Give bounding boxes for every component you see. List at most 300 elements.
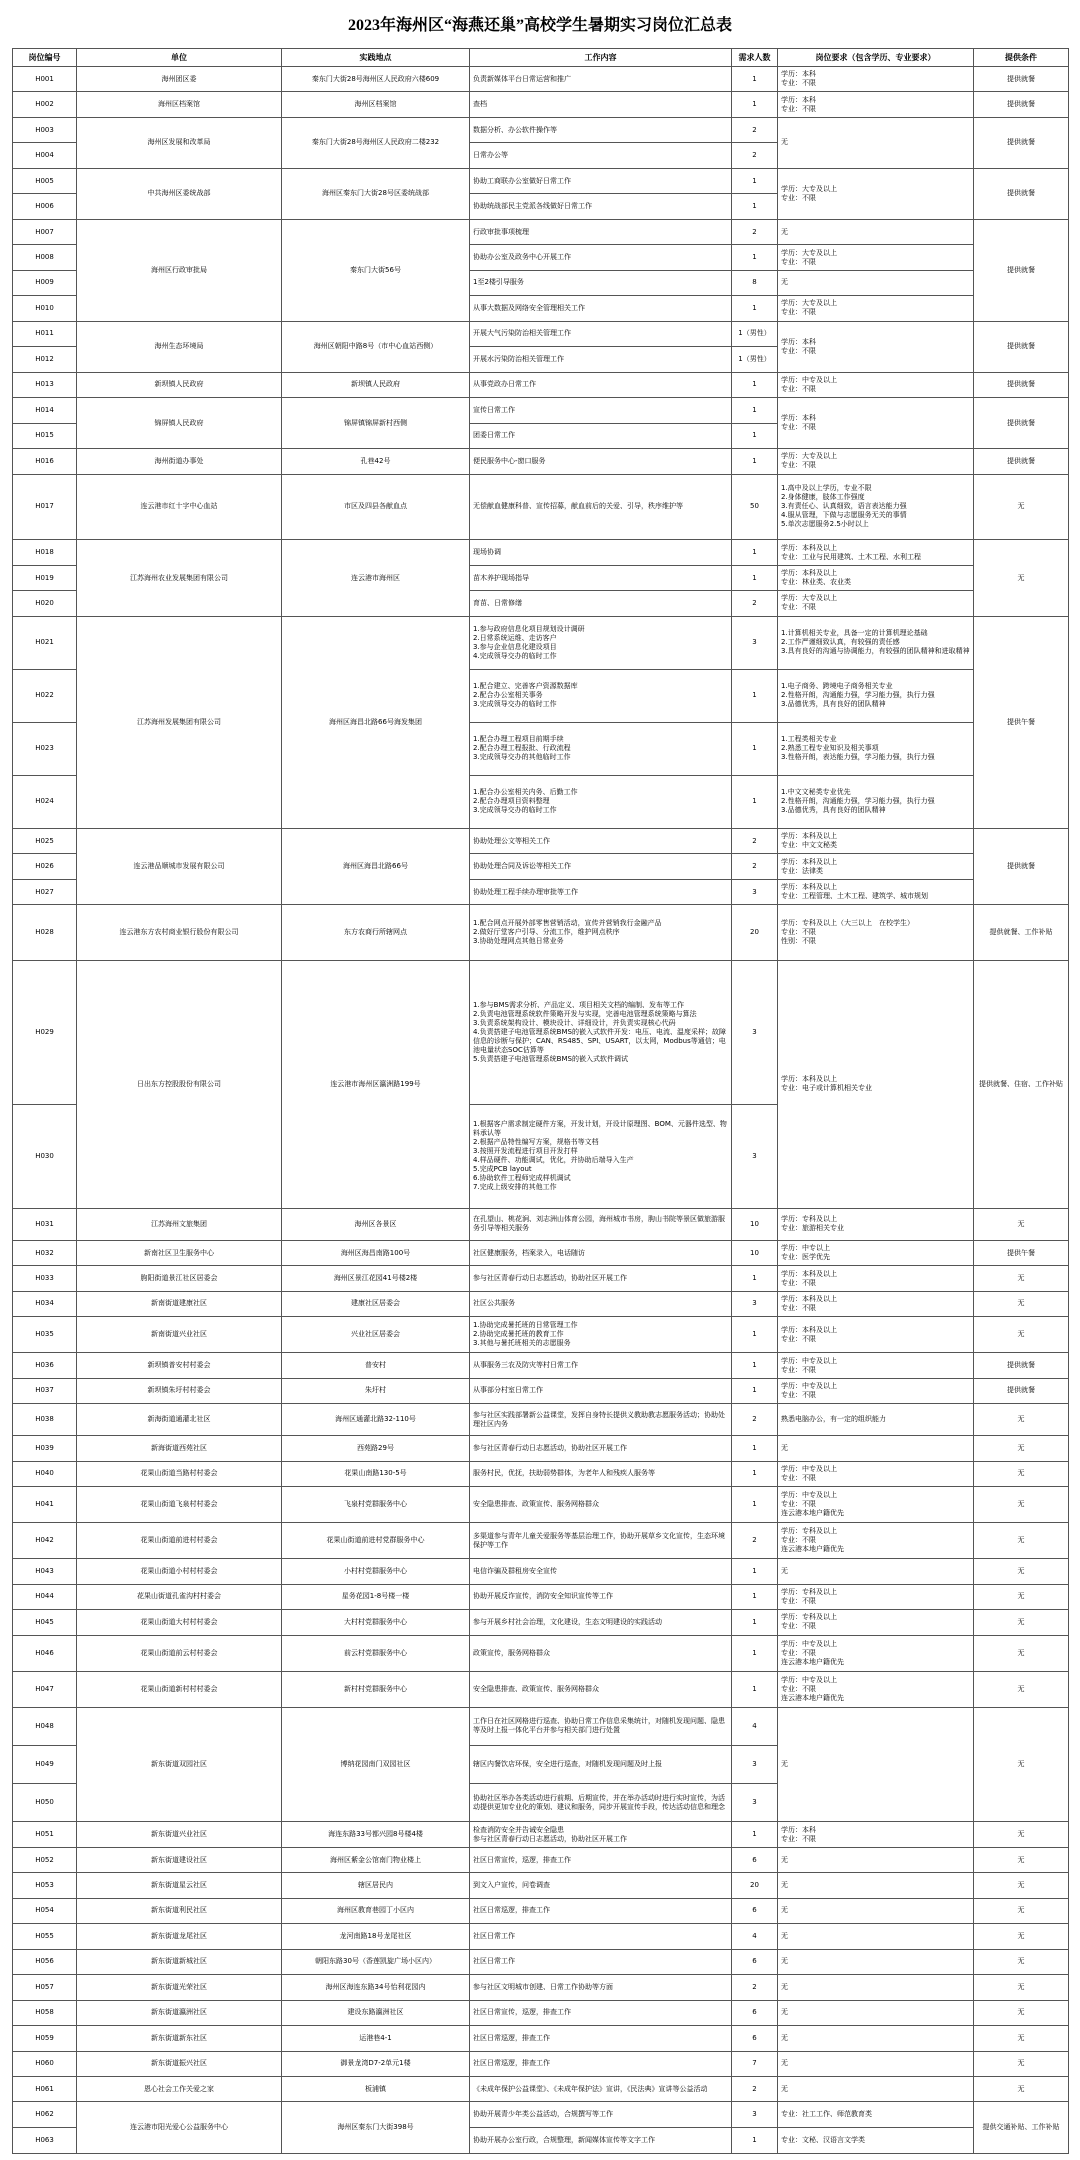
cell-requirements: 学历：中专及以上 专业：不限 连云港本地户籍优先 — [778, 1487, 974, 1523]
cell-location: 海州区景江花园41号楼2楼 — [282, 1266, 470, 1291]
cell-unit: 花果山街道前云村村委会 — [77, 1635, 282, 1671]
cell-position-id: H016 — [13, 449, 77, 474]
cell-conditions: 提供就餐 — [974, 828, 1069, 904]
cell-unit: 海州区发展和改革局 — [77, 117, 282, 168]
cell-conditions: 提供就餐 — [974, 1378, 1069, 1403]
cell-headcount: 1 — [732, 669, 778, 722]
cell-requirements: 学历：专科及以上 专业：不限 连云港本地户籍优先 — [778, 1523, 974, 1559]
cell-work-content: 协助统战部民主党派各线做好日常工作 — [470, 194, 732, 219]
cell-location: 市区及四县各献血点 — [282, 474, 470, 540]
cell-conditions: 提供就餐 — [974, 1353, 1069, 1378]
cell-work-content: 协助工商联办公室做好日常工作 — [470, 168, 732, 193]
cell-work-content: 社区日常巡逻，排查工作 — [470, 1898, 732, 1923]
cell-position-id: H024 — [13, 775, 77, 828]
cell-position-id: H050 — [13, 1784, 77, 1822]
cell-position-id: H010 — [13, 296, 77, 321]
cell-conditions: 提供就餐 — [974, 321, 1069, 372]
table-row — [13, 1266, 1069, 1291]
cell-conditions: 提供就餐 — [974, 67, 1069, 92]
cell-unit: 花果山街道小村村村委会 — [77, 1559, 282, 1584]
cell-position-id: H029 — [13, 960, 77, 1104]
cell-position-id: H011 — [13, 321, 77, 346]
cell-work-content: 社区日常工作 — [470, 1924, 732, 1949]
table-row — [13, 1975, 1069, 2000]
cell-location: 海州区各景区 — [282, 1208, 470, 1240]
cell-conditions: 无 — [974, 2051, 1069, 2076]
cell-work-content: 无偿献血健康科普、宣传招募，献血前后的关爱、引导，秩序维护等 — [470, 474, 732, 540]
cell-location: 海州区教育巷园丁小区内 — [282, 1898, 470, 1923]
table-row — [13, 1523, 1069, 1559]
cell-work-content: 1.配合网点开展外部零售营销活动，宣传并营销我行金融产品 2.做好厅堂客户引导、分流工作，维护网点秩序 3.协助处理网点其他日常业务 — [470, 905, 732, 960]
cell-headcount: 10 — [732, 1240, 778, 1265]
cell-position-id: H023 — [13, 722, 77, 775]
cell-conditions: 无 — [974, 1635, 1069, 1671]
cell-headcount: 1 — [732, 449, 778, 474]
cell-conditions: 无 — [974, 540, 1069, 616]
cell-conditions: 提供就餐、工作补贴 — [974, 905, 1069, 960]
cell-unit: 日出东方控股股份有限公司 — [77, 960, 282, 1208]
cell-position-id: H053 — [13, 1873, 77, 1898]
cell-position-id: H015 — [13, 423, 77, 448]
cell-position-id: H014 — [13, 398, 77, 423]
cell-position-id: H045 — [13, 1610, 77, 1635]
cell-unit: 花果山街道孔雀沟村村委会 — [77, 1584, 282, 1609]
table-row — [13, 2102, 1069, 2127]
cell-requirements: 无 — [778, 1898, 974, 1923]
cell-location: 前云村党群服务中心 — [282, 1635, 470, 1671]
cell-requirements: 学历：中专及以上 专业：不限 — [778, 1353, 974, 1378]
cell-position-id: H048 — [13, 1707, 77, 1745]
cell-unit: 新坝镇人民政府 — [77, 372, 282, 397]
table-row — [13, 1487, 1069, 1523]
cell-work-content: 数据分析、办公软件操作等 — [470, 117, 732, 142]
cell-requirements: 专业：文秘、汉语言文学类 — [778, 2127, 974, 2153]
cell-unit: 新南社区卫生服务中心 — [77, 1240, 282, 1265]
cell-position-id: H043 — [13, 1559, 77, 1584]
cell-unit: 朐阳街道景江社区居委会 — [77, 1266, 282, 1291]
cell-work-content: 从事服务三农及防灾等村日常工作 — [470, 1353, 732, 1378]
cell-position-id: H055 — [13, 1924, 77, 1949]
cell-work-content: 协助开展办公室行政，合规整理，新闻媒体宣传等文字工作 — [470, 2127, 732, 2153]
cell-conditions: 提供就餐 — [974, 398, 1069, 449]
table-row — [13, 67, 1069, 92]
cell-location: 花果山南路130-5号 — [282, 1461, 470, 1486]
cell-headcount: 1 — [732, 1610, 778, 1635]
cell-unit: 海州生态环境局 — [77, 321, 282, 372]
cell-conditions: 提供就餐 — [974, 372, 1069, 397]
cell-headcount: 2 — [732, 2077, 778, 2102]
table-row — [13, 1559, 1069, 1584]
cell-conditions: 无 — [974, 2000, 1069, 2025]
cell-unit: 海州街道办事处 — [77, 449, 282, 474]
cell-location: 博纳花园南门双园社区 — [282, 1707, 470, 1822]
cell-position-id: H063 — [13, 2127, 77, 2153]
cell-headcount: 6 — [732, 2000, 778, 2025]
table-row — [13, 1291, 1069, 1316]
cell-requirements: 学历：专科及以上（大三以上 在校学生） 专业：不限 性别：不限 — [778, 905, 974, 960]
cell-position-id: H026 — [13, 854, 77, 879]
table-row — [13, 1949, 1069, 1974]
cell-requirements: 1.工程类相关专业 2.熟悉工程专业知识及相关事项 3.性格开朗，表达能力强，学习能力强，执行力强 — [778, 722, 974, 775]
cell-requirements: 无 — [778, 219, 974, 244]
cell-position-id: H017 — [13, 474, 77, 540]
table-row — [13, 1924, 1069, 1949]
table-row — [13, 372, 1069, 397]
cell-headcount: 3 — [732, 960, 778, 1104]
cell-position-id: H006 — [13, 194, 77, 219]
header-cell: 实践地点 — [282, 49, 470, 67]
cell-unit: 新坝镇朱圩村村委会 — [77, 1378, 282, 1403]
cell-conditions: 无 — [974, 1291, 1069, 1316]
cell-location: 御景龙湾D7-2单元1楼 — [282, 2051, 470, 2076]
cell-requirements: 学历：本科 专业：不限 — [778, 92, 974, 117]
cell-position-id: H046 — [13, 1635, 77, 1671]
cell-headcount: 3 — [732, 1104, 778, 1208]
table-row — [13, 828, 1069, 853]
table-row — [13, 1822, 1069, 1847]
cell-headcount: 3 — [732, 1291, 778, 1316]
cell-location: 辖区居民内 — [282, 1873, 470, 1898]
cell-work-content: 协助处理公文等相关工作 — [470, 828, 732, 853]
cell-location: 孔巷42号 — [282, 449, 470, 474]
cell-headcount: 1 — [732, 1353, 778, 1378]
cell-work-content: 参与社区青春行动日志愿活动，协助社区开展工作 — [470, 1436, 732, 1461]
header-cell: 需求人数 — [732, 49, 778, 67]
cell-headcount: 2 — [732, 828, 778, 853]
table-row — [13, 168, 1069, 193]
cell-unit: 新东街道新城社区 — [77, 1949, 282, 1974]
cell-headcount: 1 — [732, 1584, 778, 1609]
cell-headcount: 1 — [732, 1487, 778, 1523]
table-row — [13, 1847, 1069, 1872]
cell-conditions: 无 — [974, 1208, 1069, 1240]
cell-unit: 江苏海州农业发展集团有限公司 — [77, 540, 282, 616]
cell-requirements: 无 — [778, 1559, 974, 1584]
cell-work-content: 参与社区青春行动日志愿活动，协助社区开展工作 — [470, 1266, 732, 1291]
cell-conditions: 提供就餐 — [974, 117, 1069, 168]
cell-headcount: 4 — [732, 1707, 778, 1745]
cell-position-id: H022 — [13, 669, 77, 722]
cell-requirements: 1.计算机相关专业，具备一定的计算机理论基础 2.工作严谨细致认真，有较强的责任感 3.具有良好的沟通与协调能力，有较强的团队精神和进取精神 — [778, 616, 974, 669]
cell-position-id: H041 — [13, 1487, 77, 1523]
cell-work-content: 从事党政办日常工作 — [470, 372, 732, 397]
cell-requirements: 学历：专科及以上 专业：不限 — [778, 1610, 974, 1635]
cell-conditions: 无 — [974, 1404, 1069, 1436]
cell-headcount: 1 — [732, 245, 778, 270]
table-row — [13, 1404, 1069, 1436]
cell-position-id: H004 — [13, 143, 77, 168]
cell-requirements: 学历：专科及以上 专业：旅游相关专业 — [778, 1208, 974, 1240]
cell-headcount: 3 — [732, 2102, 778, 2127]
cell-requirements: 学历：中专及以上 专业：不限 — [778, 372, 974, 397]
cell-location: 海州区海昌北路66号 — [282, 828, 470, 904]
cell-headcount: 3 — [732, 1745, 778, 1783]
cell-location: 海连东路33号都兴园8号楼4楼 — [282, 1822, 470, 1847]
cell-headcount: 1 — [732, 2127, 778, 2153]
cell-requirements: 学历：专科及以上 专业：不限 — [778, 1584, 974, 1609]
cell-work-content: 负责新媒体平台日常运营和推广 — [470, 67, 732, 92]
cell-headcount: 1 — [732, 1317, 778, 1353]
cell-requirements: 学历：本科 专业：不限 — [778, 67, 974, 92]
cell-work-content: 宣传日常工作 — [470, 398, 732, 423]
table-row — [13, 92, 1069, 117]
cell-requirements: 学历：大专及以上 专业：不限 — [778, 245, 974, 270]
cell-headcount: 6 — [732, 2026, 778, 2051]
cell-requirements: 学历：中专及以上 专业：不限 连云港本地户籍优先 — [778, 1635, 974, 1671]
header-cell: 岗位要求（包含学历、专业要求） — [778, 49, 974, 67]
cell-work-content: 《未成年保护公益课堂》、《未成年保护法》宣讲，《民法典》宣讲等公益活动 — [470, 2077, 732, 2102]
cell-location: 建康社区居委会 — [282, 1291, 470, 1316]
cell-conditions: 无 — [974, 1822, 1069, 1847]
cell-position-id: H037 — [13, 1378, 77, 1403]
cell-headcount: 20 — [732, 1873, 778, 1898]
cell-work-content: 在孔望山、桃花涧、刘志洲山体育公园，海州城市书房，朐山书院等景区做旅游服务引导等相关服务 — [470, 1208, 732, 1240]
cell-position-id: H051 — [13, 1822, 77, 1847]
cell-headcount: 2 — [732, 219, 778, 244]
cell-requirements: 无 — [778, 2026, 974, 2051]
cell-headcount: 3 — [732, 879, 778, 904]
cell-requirements: 无 — [778, 1707, 974, 1822]
cell-location: 兴业社区居委会 — [282, 1317, 470, 1353]
cell-location: 大村村党群服务中心 — [282, 1610, 470, 1635]
cell-headcount: 1 — [732, 168, 778, 193]
cell-unit: 锦屏镇人民政府 — [77, 398, 282, 449]
cell-location: 海州区海昌南路100号 — [282, 1240, 470, 1265]
cell-position-id: H060 — [13, 2051, 77, 2076]
cell-location: 运港巷4-1 — [282, 2026, 470, 2051]
cell-conditions: 提供交通补贴、工作补贴 — [974, 2102, 1069, 2154]
table-row — [13, 1240, 1069, 1265]
table-row — [13, 474, 1069, 540]
cell-requirements: 无 — [778, 1436, 974, 1461]
cell-location: 朝阳东路30号（香莲凯旋广场小区内） — [282, 1949, 470, 1974]
cell-position-id: H034 — [13, 1291, 77, 1316]
table-row — [13, 1873, 1069, 1898]
cell-position-id: H005 — [13, 168, 77, 193]
cell-requirements: 学历：大专及以上 专业：不限 — [778, 168, 974, 219]
cell-headcount: 2 — [732, 117, 778, 142]
cell-headcount: 1 — [732, 1559, 778, 1584]
table-row — [13, 2000, 1069, 2025]
cell-headcount: 1 — [732, 423, 778, 448]
cell-work-content: 开展水污染防治相关管理工作 — [470, 347, 732, 372]
cell-headcount: 1（男性） — [732, 347, 778, 372]
cell-unit: 花果山街道新村村村委会 — [77, 1671, 282, 1707]
table-row — [13, 1635, 1069, 1671]
table-row — [13, 449, 1069, 474]
cell-headcount: 4 — [732, 1924, 778, 1949]
internship-table — [12, 48, 1069, 2154]
cell-location: 龙河南路18号龙尾社区 — [282, 1924, 470, 1949]
cell-headcount: 2 — [732, 854, 778, 879]
cell-location: 海州区档案馆 — [282, 92, 470, 117]
cell-conditions: 无 — [974, 1584, 1069, 1609]
cell-work-content: 协助社区举办各类活动进行前期、后期宣传，并在举办活动时进行实时宣传，为活动提供更加专业化的策划、建议和服务，同步开展宣传手段，传达活动信息和理念 — [470, 1784, 732, 1822]
cell-unit: 新东街道光荣社区 — [77, 1975, 282, 2000]
cell-location: 新坝镇人民政府 — [282, 372, 470, 397]
cell-position-id: H009 — [13, 270, 77, 295]
cell-requirements: 无 — [778, 2051, 974, 2076]
table-row — [13, 117, 1069, 142]
cell-position-id: H062 — [13, 2102, 77, 2127]
cell-headcount: 1 — [732, 775, 778, 828]
cell-work-content: 政策宣传，服务网格群众 — [470, 1635, 732, 1671]
cell-work-content: 协助处理工程手续办理审批等工作 — [470, 879, 732, 904]
cell-work-content: 日常办公等 — [470, 143, 732, 168]
cell-position-id: H049 — [13, 1745, 77, 1783]
cell-position-id: H030 — [13, 1104, 77, 1208]
cell-conditions: 无 — [974, 1975, 1069, 2000]
cell-requirements: 学历：大专及以上 专业：不限 — [778, 591, 974, 616]
table-row — [13, 1610, 1069, 1635]
cell-unit: 新东街道建设社区 — [77, 1847, 282, 1872]
cell-headcount: 2 — [732, 1404, 778, 1436]
cell-conditions: 无 — [974, 2026, 1069, 2051]
cell-headcount: 50 — [732, 474, 778, 540]
cell-unit: 新东街道瀛洲社区 — [77, 2000, 282, 2025]
cell-work-content: 从事部分村室日常工作 — [470, 1378, 732, 1403]
table-row — [13, 960, 1069, 1104]
cell-unit: 连云港市阳光爱心公益服务中心 — [77, 2102, 282, 2154]
cell-work-content: 行政审批事项梳理 — [470, 219, 732, 244]
cell-location: 西苑路29号 — [282, 1436, 470, 1461]
cell-work-content: 开展大气污染防治相关管理工作 — [470, 321, 732, 346]
cell-position-id: H058 — [13, 2000, 77, 2025]
cell-work-content: 协助处理合同及诉讼等相关工作 — [470, 854, 732, 879]
cell-requirements: 学历：本科及以上 专业：不限 — [778, 1291, 974, 1316]
cell-unit: 新东街道龙尾社区 — [77, 1924, 282, 1949]
cell-work-content: 1.配合办公室相关内务、后勤工作 2.配合办理项目资料整理 3.完成领导交办的临时工作 — [470, 775, 732, 828]
cell-location: 秦东门大街28号海州区人民政府六楼609 — [282, 67, 470, 92]
cell-position-id: H012 — [13, 347, 77, 372]
cell-position-id: H059 — [13, 2026, 77, 2051]
cell-location: 秦东门大街56号 — [282, 219, 470, 321]
cell-location: 小村村党群服务中心 — [282, 1559, 470, 1584]
cell-work-content: 查档 — [470, 92, 732, 117]
cell-requirements: 学历：本科及以上 专业：工业与民用建筑、土木工程、水利工程 — [778, 540, 974, 565]
cell-headcount: 1 — [732, 1461, 778, 1486]
cell-work-content: 参与社区文明城市创建、日常工作协助等方面 — [470, 1975, 732, 2000]
cell-work-content: 社区日常工作 — [470, 1949, 732, 1974]
table-row — [13, 616, 1069, 669]
cell-location: 海州区朝阳中路8号（市中心血站西侧） — [282, 321, 470, 372]
cell-conditions: 提供就餐、住宿、工作补贴 — [974, 960, 1069, 1208]
cell-work-content: 多渠道参与青年儿童关爱服务等基层治理工作，协助开展草乡文化宣传，生态环境保护等工作 — [470, 1523, 732, 1559]
cell-headcount: 6 — [732, 1847, 778, 1872]
cell-conditions: 提供就餐 — [974, 219, 1069, 321]
cell-location: 海州区秦东门大街398号 — [282, 2102, 470, 2154]
cell-unit: 花果山街道飞泉村村委会 — [77, 1487, 282, 1523]
cell-conditions: 无 — [974, 1949, 1069, 1974]
cell-position-id: H056 — [13, 1949, 77, 1974]
cell-work-content: 协助开展反诈宣传，消防安全知识宣传等工作 — [470, 1584, 732, 1609]
cell-position-id: H061 — [13, 2077, 77, 2102]
cell-conditions: 无 — [974, 474, 1069, 540]
cell-position-id: H039 — [13, 1436, 77, 1461]
cell-unit: 新东街道兴业社区 — [77, 1822, 282, 1847]
cell-location: 东方农商行所辖网点 — [282, 905, 470, 960]
cell-headcount: 1 — [732, 1378, 778, 1403]
cell-requirements: 学历：中专及以上 专业：不限 — [778, 1461, 974, 1486]
cell-unit: 新东街道星云社区 — [77, 1873, 282, 1898]
cell-requirements: 1.高中及以上学历，专业不限 2.身体健康，肢体工作强度 3.有责任心、认真细致，语言表达能力强 4.服从管理，下做与志愿服务无关的事情 5.单次志愿服务2.5小时以上 — [778, 474, 974, 540]
cell-requirements: 学历：本科 专业：不限 — [778, 321, 974, 372]
cell-location: 花果山街道前进村党群服务中心 — [282, 1523, 470, 1559]
cell-headcount: 1 — [732, 372, 778, 397]
cell-position-id: H021 — [13, 616, 77, 669]
cell-unit: 海州区档案馆 — [77, 92, 282, 117]
cell-location: 普安村 — [282, 1353, 470, 1378]
cell-location: 建设东路瀛洲社区 — [282, 2000, 470, 2025]
cell-work-content: 社区日常宣传，巡逻，排查工作 — [470, 2000, 732, 2025]
cell-requirements: 学历：本科及以上 专业：中文文秘类 — [778, 828, 974, 853]
cell-work-content: 1.配合办理工程项目前期手续 2.配合办理工程报批、行政流程 3.完成领导交办的其他临时工作 — [470, 722, 732, 775]
table-row — [13, 1671, 1069, 1707]
cell-work-content: 协助开展青少年类公益活动，合规撰写等工作 — [470, 2102, 732, 2127]
cell-unit: 新东街道新东社区 — [77, 2026, 282, 2051]
cell-position-id: H028 — [13, 905, 77, 960]
cell-unit: 海州区行政审批局 — [77, 219, 282, 321]
cell-conditions: 无 — [974, 1671, 1069, 1707]
cell-position-id: H057 — [13, 1975, 77, 2000]
cell-headcount: 2 — [732, 1975, 778, 2000]
cell-headcount: 20 — [732, 905, 778, 960]
cell-requirements: 无 — [778, 1975, 974, 2000]
cell-work-content: 电信诈骗及群租房安全宣传 — [470, 1559, 732, 1584]
cell-position-id: H019 — [13, 565, 77, 590]
cell-conditions: 提供就餐 — [974, 92, 1069, 117]
cell-position-id: H052 — [13, 1847, 77, 1872]
cell-headcount: 2 — [732, 143, 778, 168]
table-row — [13, 321, 1069, 346]
document-title: 2023年海州区“海燕还巢”高校学生暑期实习岗位汇总表 — [347, 17, 732, 34]
cell-conditions: 无 — [974, 1461, 1069, 1486]
table-row — [13, 2077, 1069, 2102]
table-row — [13, 905, 1069, 960]
cell-headcount: 1 — [732, 1436, 778, 1461]
cell-work-content: 便民服务中心-窗口服务 — [470, 449, 732, 474]
table-row — [13, 219, 1069, 244]
cell-headcount: 1 — [732, 540, 778, 565]
cell-conditions: 无 — [974, 1847, 1069, 1872]
cell-headcount: 1 — [732, 1266, 778, 1291]
cell-work-content: 协助办公室及政务中心开展工作 — [470, 245, 732, 270]
table-row — [13, 1208, 1069, 1240]
cell-conditions: 无 — [974, 1523, 1069, 1559]
cell-work-content: 育苗、日常修缮 — [470, 591, 732, 616]
cell-location: 海州区秦东门大街28号区委统战部 — [282, 168, 470, 219]
cell-location: 新村村党群服务中心 — [282, 1671, 470, 1707]
cell-work-content: 团委日常工作 — [470, 423, 732, 448]
cell-position-id: H035 — [13, 1317, 77, 1353]
cell-unit: 新东街道振兴社区 — [77, 2051, 282, 2076]
cell-position-id: H002 — [13, 92, 77, 117]
cell-headcount: 1 — [732, 296, 778, 321]
header-cell: 单位 — [77, 49, 282, 67]
cell-requirements: 学历：本科及以上 专业：不限 — [778, 1266, 974, 1291]
cell-unit: 中共海州区委统战部 — [77, 168, 282, 219]
table-row — [13, 1378, 1069, 1403]
cell-unit: 连云港品顺城市发展有限公司 — [77, 828, 282, 904]
table-row — [13, 1898, 1069, 1923]
cell-requirements: 无 — [778, 2077, 974, 2102]
cell-headcount: 6 — [732, 1949, 778, 1974]
cell-location: 飞泉村党群服务中心 — [282, 1487, 470, 1523]
cell-requirements: 无 — [778, 1873, 974, 1898]
cell-headcount: 1 — [732, 1822, 778, 1847]
cell-conditions: 无 — [974, 1610, 1069, 1635]
cell-position-id: H032 — [13, 1240, 77, 1265]
